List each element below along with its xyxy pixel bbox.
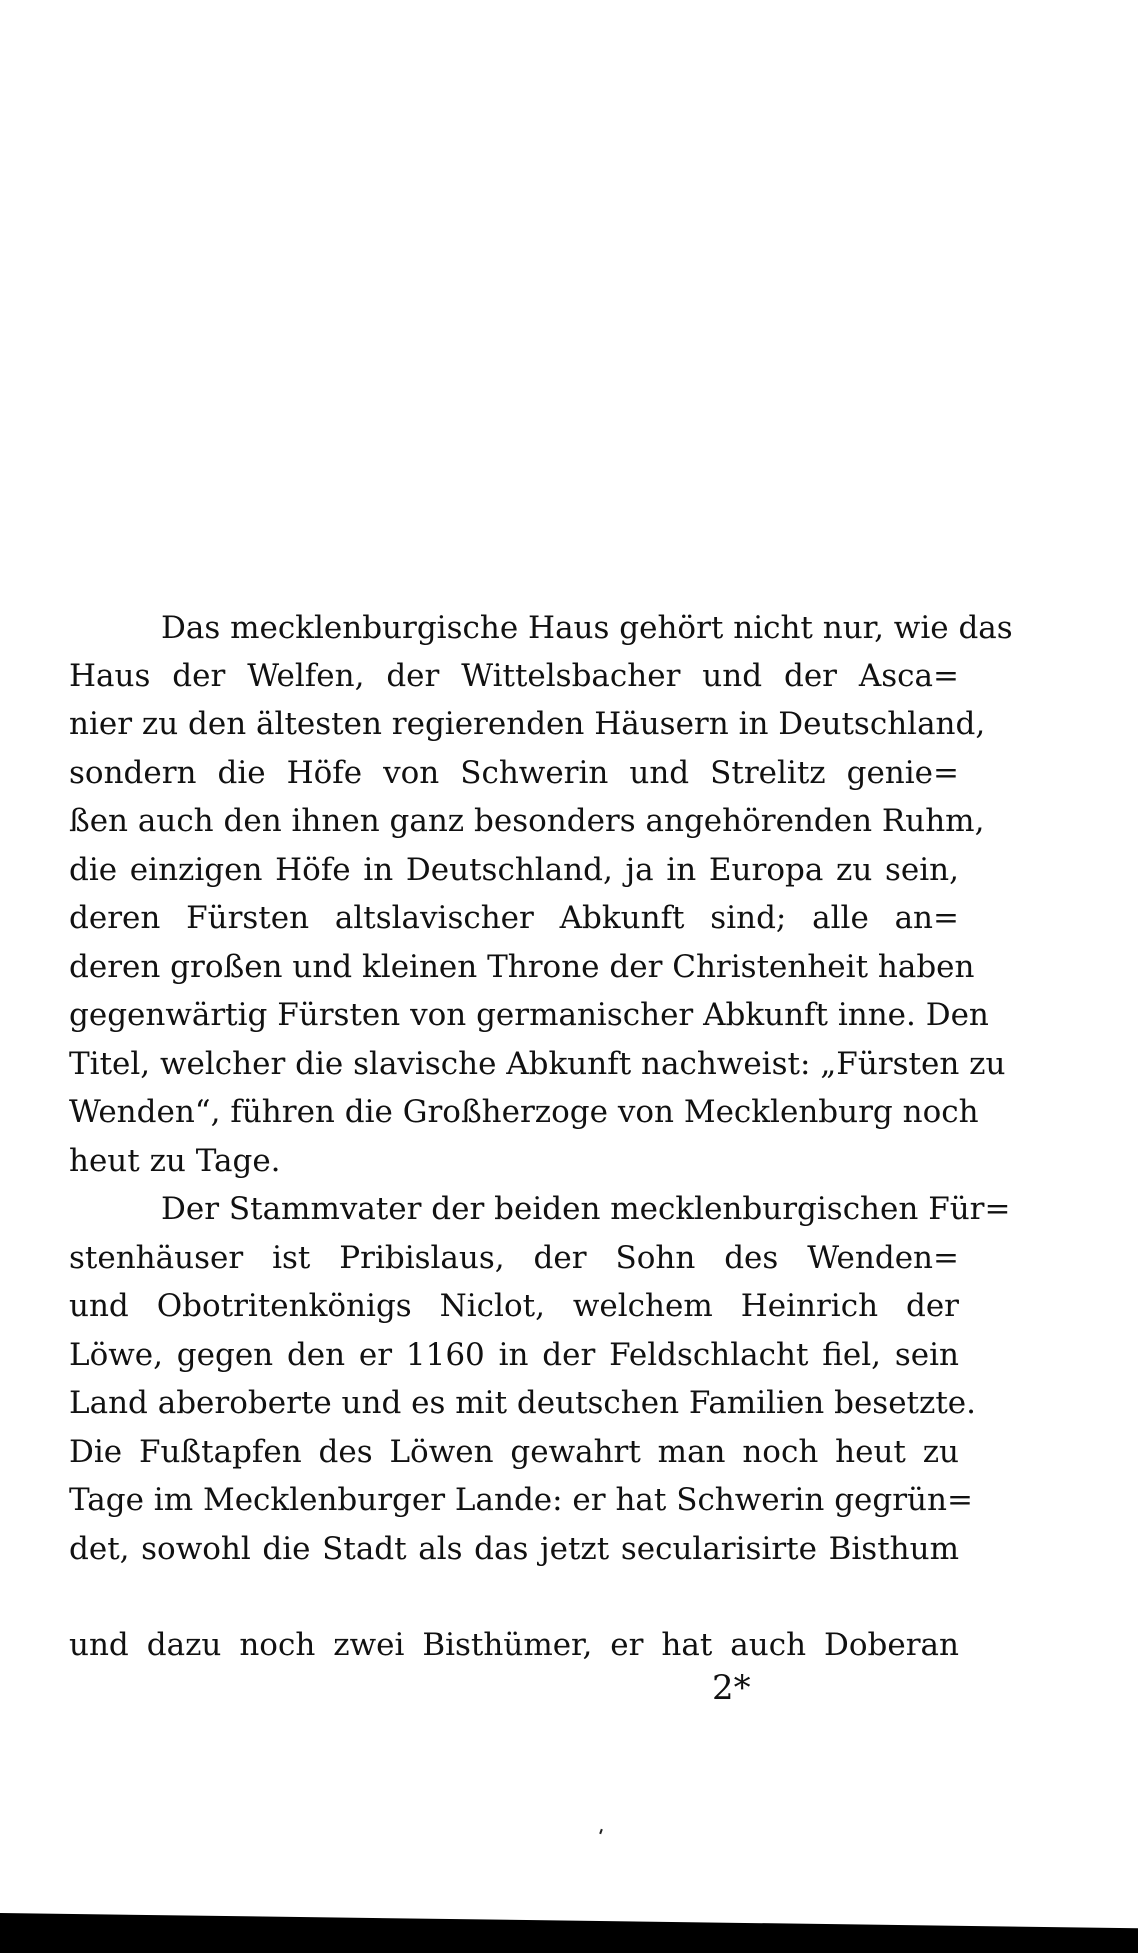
- paragraph-1-line-4: sondern die Höfe von Schwerin und Strelitz genie=: [69, 755, 959, 791]
- paragraph-2-line-4: Löwe, gegen den er 1160 in der Feldschlacht fiel, sein: [69, 1337, 959, 1373]
- scan-edge-shadow: [0, 1913, 1138, 1953]
- paragraph-1-line-3: nier zu den ältesten regierenden Häusern in Deutschland,: [69, 706, 986, 742]
- paragraph-1-line-8: deren großen und kleinen Throne der Christenheit haben: [69, 949, 975, 985]
- page-number: 2*: [712, 1668, 751, 1708]
- scan-speck: [599, 1829, 603, 1834]
- paragraph-2-line-3: und Obotritenkönigs Niclot, welchem Heinrich der: [69, 1288, 959, 1324]
- paragraph-2-line-6: Die Fußtapfen des Löwen gewahrt man noch heut zu: [69, 1434, 959, 1470]
- paragraph-2-line-9: und dazu noch zwei Bisthümer, er hat auch Doberan: [69, 1627, 959, 1663]
- paragraph-1-line-1: Das mecklenburgische Haus gehört nicht nur, wie das: [161, 610, 1013, 646]
- paragraph-1-line-9: gegenwärtig Fürsten von germanischer Abkunft inne. Den: [69, 997, 989, 1033]
- paragraph-2-line-5: Land aberoberte und es mit deutschen Familien besetzte.: [69, 1385, 977, 1421]
- paragraph-2-line-2: stenhäuser ist Pribislaus, der Sohn des Wenden=: [69, 1240, 959, 1276]
- paragraph-1-line-5: ßen auch den ihnen ganz besonders angehörenden Ruhm,: [69, 803, 985, 839]
- paragraph-1-line-10: Titel, welcher die slavische Abkunft nachweist: „Fürsten zu: [69, 1046, 1006, 1082]
- paragraph-2-line-8: det, sowohl die Stadt als das jetzt secularisirte Bisthum: [69, 1531, 959, 1567]
- paragraph-2-line-7: Tage im Mecklenburger Lande: er hat Schwerin gegrün=: [69, 1482, 973, 1518]
- paragraph-1-line-2: Haus der Welfen, der Wittelsbacher und der Asca=: [69, 658, 959, 694]
- paragraph-2-line-1: Der Stammvater der beiden mecklenburgischen Für=: [161, 1191, 1011, 1227]
- paragraph-1-line-12: heut zu Tage.: [69, 1143, 281, 1179]
- paragraph-1-line-6: die einzigen Höfe in Deutschland, ja in Europa zu sein,: [69, 852, 959, 888]
- paragraph-1-line-11: Wenden“, führen die Großherzoge von Mecklenburg noch: [69, 1094, 979, 1130]
- paragraph-1-line-7: deren Fürsten altslavischer Abkunft sind; alle an=: [69, 900, 959, 936]
